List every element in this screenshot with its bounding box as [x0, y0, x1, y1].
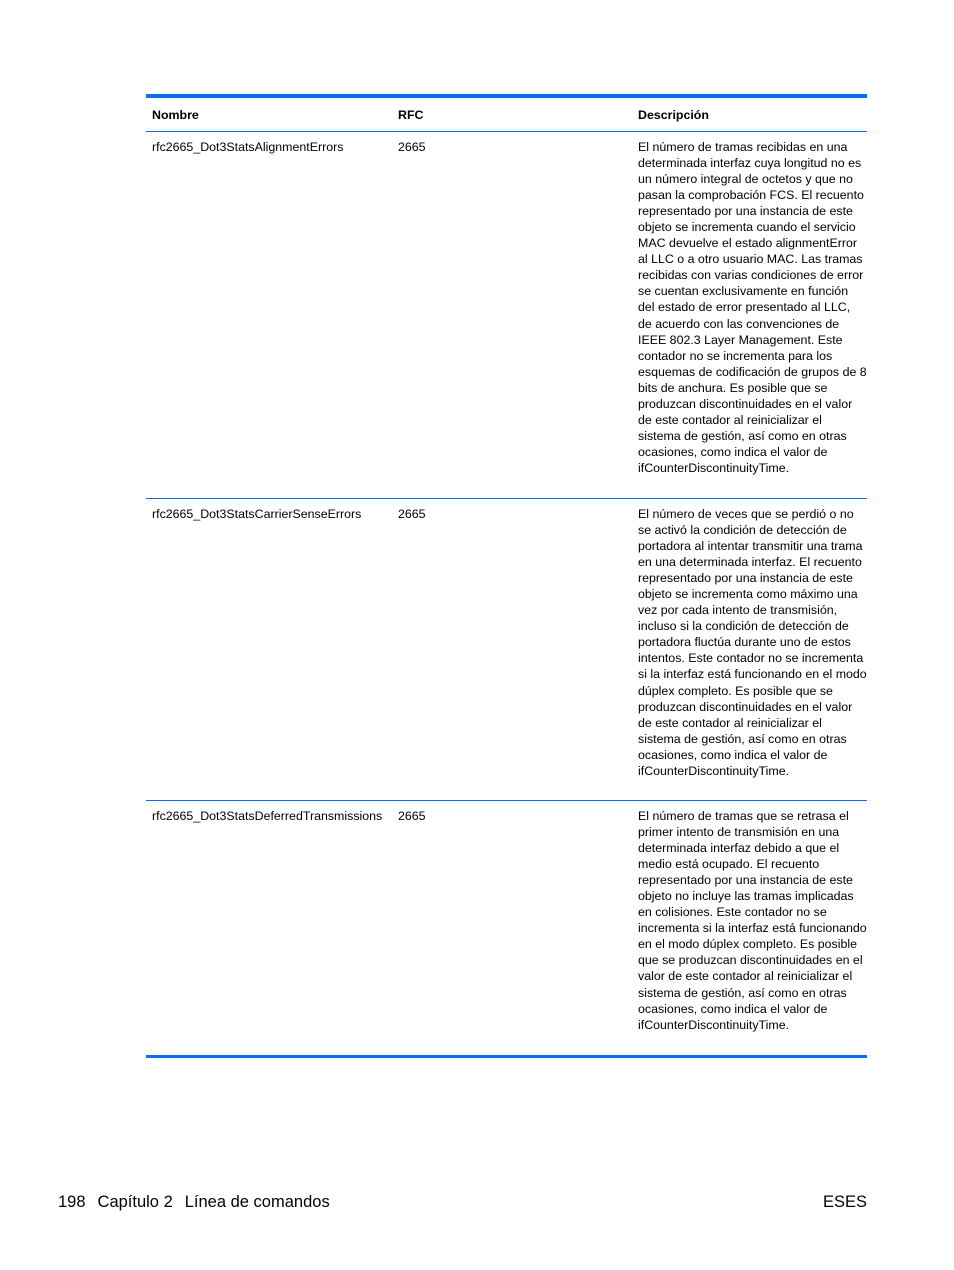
- chapter-label: Capítulo 2: [97, 1193, 173, 1211]
- row-description: El número de tramas que se retrasa el primer intento de transmisión en una determinada interfaz debido a que el medio está ocupado. El recuento representado por una instancia de este objeto no incluye las tramas implicadas en colisiones. Este contador no se incrementa si la interfaz está funcionando en el modo dúplex completo. Es posible que se produzcan discontinuidades en el valor de este contador al reinicializar el sistema de gestión, así como en otras ocasiones, como indica el valor de ifCounterDiscontinuityTime.: [638, 809, 867, 1032]
- row-name: rfc2665_Dot3StatsAlignmentErrors: [152, 140, 344, 154]
- row-rfc: 2665: [398, 507, 426, 521]
- table-row: [146, 132, 867, 499]
- row-rfc: 2665: [398, 140, 426, 154]
- row-description: El número de veces que se perdió o no se activó la condición de detección de portadora al intentar transmitir una trama en una determinada interfaz. El recuento representado por una instancia de este objeto se incrementa como máximo una vez por cada intento de transmisión, incluso si la condición de detección de portadora fluctúa durante uno de estos intentos. Este contador no se incrementa si la interfaz está funcionando en el modo dúplex completo. Es posible que se produzcan discontinuidades en el valor de este contador al reinicializar el sistema de gestión, así como en otras ocasiones, como indica el valor de ifCounterDiscontinuityTime.: [638, 507, 867, 778]
- header-name: Nombre: [152, 108, 199, 122]
- table-row: [146, 801, 867, 1055]
- page-footer: [58, 1192, 867, 1212]
- footer-locale: ESES: [822, 1193, 867, 1211]
- commands-table: [146, 94, 867, 1058]
- table-header-row: [146, 98, 867, 132]
- header-description: Descripción: [638, 108, 709, 122]
- table-bottom-rule: [146, 1055, 867, 1058]
- row-name: rfc2665_Dot3StatsCarrierSenseErrors: [152, 507, 362, 521]
- footer-left: [58, 1192, 330, 1212]
- chapter-title: Línea de comandos: [184, 1193, 330, 1211]
- header-rfc: RFC: [398, 108, 424, 122]
- row-rfc: 2665: [398, 809, 426, 823]
- row-description: El número de tramas recibidas en una determinada interfaz cuya longitud no es un número integral de octetos y que no pasan la comprobación FCS. El recuento representado por una instancia de este objeto se incrementa cuando el servicio MAC devuelve el estado alignmentError al LLC o a otro usuario MAC. Las tramas recibidas con varias condiciones de error se cuentan exclusivamente en función del estado de error presentado al LLC, de acuerdo con las convenciones de IEEE 802.3 Layer Management. Este contador no se incrementa para los esquemas de codificación de grupos de 8 bits de anchura. Es posible que se produzcan discontinuidades en el valor de este contador al reinicializar el sistema de gestión, así como en otras ocasiones, como indica el valor de ifCounterDiscontinuityTime.: [638, 140, 867, 475]
- row-name: rfc2665_Dot3StatsDeferredTransmissions: [152, 809, 383, 823]
- table-row: [146, 499, 867, 801]
- page-number: 198: [58, 1193, 86, 1211]
